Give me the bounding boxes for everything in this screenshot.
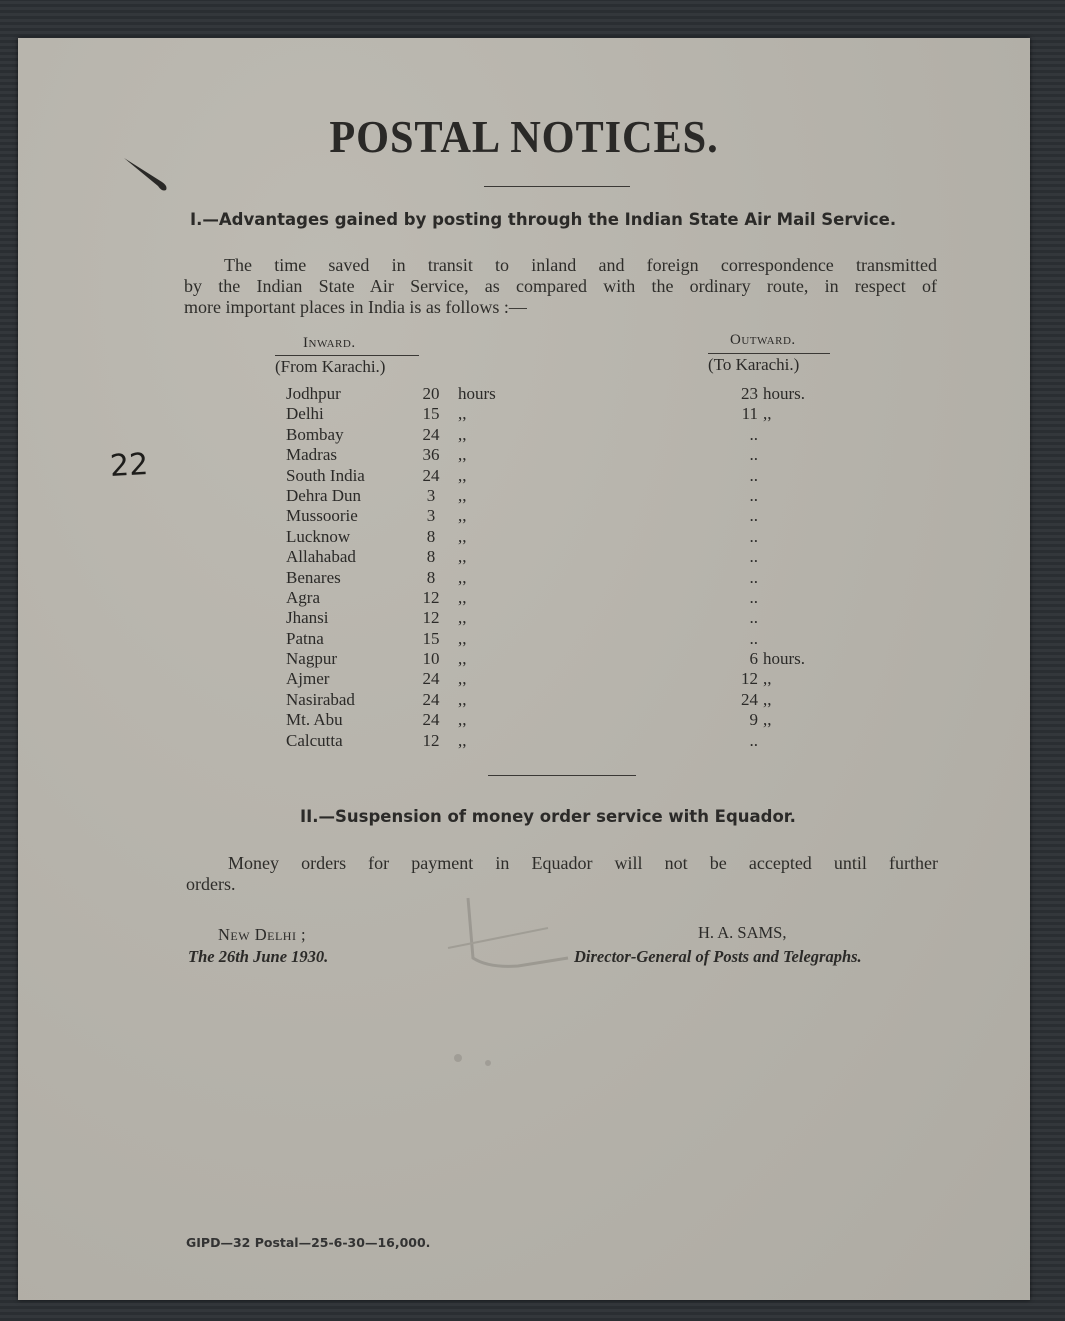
paragraph-line: The time saved in transit to inland and foreign correspondence transmitted <box>224 255 937 275</box>
outward-value: .. <box>749 547 758 567</box>
outward-value: .. <box>749 730 758 750</box>
divider <box>488 775 636 776</box>
outward-unit: hours. <box>763 384 806 403</box>
table-row <box>18 568 1030 588</box>
outward-heading: Outward. <box>730 332 796 348</box>
inward-unit: ,, <box>458 608 467 628</box>
outward-subheading: (To Karachi.) <box>708 353 830 375</box>
inward-subheading: (From Karachi.) <box>275 355 419 377</box>
inward-value: 24 <box>422 710 440 730</box>
inward-value: 24 <box>422 669 440 689</box>
outward-value: 12 <box>741 669 758 689</box>
inward-value: 36 <box>422 445 440 465</box>
signatory-name: H. A. SAMS, <box>698 923 787 942</box>
inward-unit: hours <box>458 384 496 403</box>
table-row <box>18 629 1030 649</box>
outward-value: 24 <box>741 689 758 709</box>
table-row <box>18 731 1030 751</box>
inward-unit: ,, <box>458 506 467 526</box>
table-row <box>18 588 1030 608</box>
table-row <box>18 486 1030 506</box>
page-title: POSTAL NOTICES. <box>329 111 719 162</box>
outward-value: .. <box>749 526 758 546</box>
place-name: South India <box>286 465 365 485</box>
inward-unit: ,, <box>458 567 467 587</box>
place-name: Lucknow <box>286 526 351 546</box>
place-name: Jhansi <box>286 608 329 628</box>
paragraph-line: by the Indian State Air Service, as compared with the ordinary route, in respect of <box>184 276 937 296</box>
outward-value: .. <box>749 587 758 607</box>
outward-value: .. <box>749 424 758 444</box>
outward-unit: ,, <box>763 689 772 709</box>
inward-value: 12 <box>422 587 440 607</box>
table-row <box>18 608 1030 628</box>
inward-value: 12 <box>422 608 440 628</box>
inward-unit: ,, <box>458 710 467 730</box>
inward-value: 3 <box>426 485 436 505</box>
inward-unit: ,, <box>458 465 467 485</box>
inward-value: 24 <box>422 465 440 485</box>
place-name: Ajmer <box>286 669 330 689</box>
place-name: Calcutta <box>286 730 343 750</box>
table-row <box>18 527 1030 547</box>
inward-unit: ,, <box>458 669 467 689</box>
paragraph-line: orders. <box>186 874 236 894</box>
inward-value: 15 <box>422 404 440 424</box>
inward-unit: ,, <box>458 547 467 567</box>
faded-stamp-impression <box>428 888 588 1108</box>
divider <box>484 186 630 187</box>
table-row <box>18 425 1030 445</box>
inward-unit: ,, <box>458 730 467 750</box>
inward-value: 8 <box>426 567 436 587</box>
inward-unit: ,, <box>458 526 467 546</box>
place-name: Madras <box>286 445 337 465</box>
paragraph-line: Money orders for payment in Equador will not be accepted until further <box>228 853 938 873</box>
place-name: Bombay <box>286 424 344 444</box>
section1-paragraph <box>184 255 937 318</box>
inward-value: 12 <box>422 730 440 750</box>
section1-heading: I.—Advantages gained by posting through the Indian State Air Mail Service. <box>190 210 897 229</box>
table-row <box>18 384 1030 404</box>
section2-heading: II.—Suspension of money order service with Equador. <box>300 807 796 826</box>
inward-unit: ,, <box>458 445 467 465</box>
paragraph-line: more important places in India is as follows :— <box>184 297 527 317</box>
outward-value: .. <box>749 465 758 485</box>
place-name: Mt. Abu <box>286 710 343 730</box>
outward-value: 23 <box>741 384 758 403</box>
inward-value: 10 <box>422 649 440 669</box>
inward-unit: ,, <box>458 628 467 648</box>
outward-unit: ,, <box>763 404 772 424</box>
outward-value: .. <box>749 608 758 628</box>
inward-unit: ,, <box>458 404 467 424</box>
place-name: Delhi <box>286 404 324 424</box>
table-row <box>18 404 1030 424</box>
inward-unit: ,, <box>458 649 467 669</box>
outward-value: 11 <box>741 404 758 424</box>
printer-imprint: GIPD—32 Postal—25-6-30—16,000. <box>186 1235 431 1250</box>
inward-value: 8 <box>426 526 436 546</box>
inward-value: 8 <box>426 547 436 567</box>
inward-value: 24 <box>422 689 440 709</box>
outward-unit: ,, <box>763 710 772 730</box>
inward-value: 15 <box>422 628 440 648</box>
place-name: Mussoorie <box>286 506 358 526</box>
inward-value: 3 <box>426 506 436 526</box>
place-name: Nasirabad <box>286 689 355 709</box>
inward-heading: Inward. <box>303 335 356 351</box>
outward-value: 6 <box>749 649 758 669</box>
table-row <box>18 669 1030 689</box>
place-name: Allahabad <box>286 547 356 567</box>
outward-unit: hours. <box>763 649 806 669</box>
place-name: Patna <box>286 628 324 648</box>
inward-unit: ,, <box>458 485 467 505</box>
outward-value: .. <box>749 567 758 587</box>
signatory-designation: Director-General of Posts and Telegraphs. <box>574 947 862 966</box>
handwritten-note: 22 <box>109 447 150 484</box>
inward-value: 20 <box>422 384 440 403</box>
signature-date: The 26th June 1930. <box>188 947 329 966</box>
outward-value: 9 <box>749 710 758 730</box>
inward-value: 24 <box>422 424 440 444</box>
outward-unit: ,, <box>763 669 772 689</box>
table-row <box>18 506 1030 526</box>
table-row <box>18 466 1030 486</box>
outward-value: .. <box>749 506 758 526</box>
table-row <box>18 649 1030 669</box>
outward-value: .. <box>749 445 758 465</box>
table-row <box>18 710 1030 730</box>
place-name: Jodhpur <box>286 384 341 403</box>
place-name: Dehra Dun <box>286 485 362 505</box>
inward-unit: ,, <box>458 424 467 444</box>
table-row <box>18 445 1030 465</box>
outward-value: .. <box>749 628 758 648</box>
place-name: Nagpur <box>286 649 337 669</box>
place-name: Agra <box>286 587 320 607</box>
time-saved-table <box>18 384 1030 751</box>
inward-unit: ,, <box>458 689 467 709</box>
postal-notice-sheet <box>18 38 1030 1300</box>
place-name: Benares <box>286 567 341 587</box>
table-row <box>18 547 1030 567</box>
outward-value: .. <box>749 485 758 505</box>
signature-place: New Delhi ; <box>218 925 307 944</box>
table-row <box>18 690 1030 710</box>
inward-unit: ,, <box>458 587 467 607</box>
